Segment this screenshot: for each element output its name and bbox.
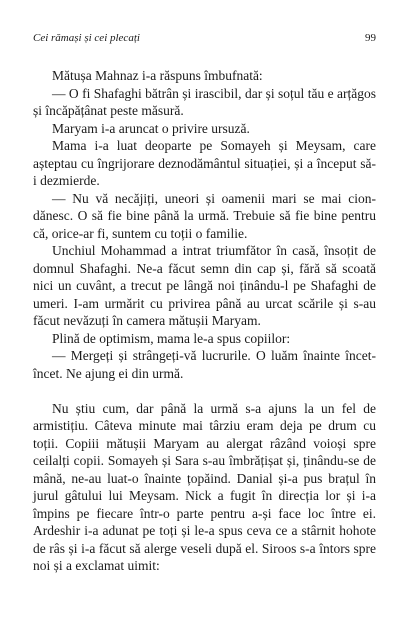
body-text [33,67,376,575]
page-number: 99 [365,32,376,44]
paragraph: — Nu vă necăjiți, uneori și oamenii mari se mai ciondănesc. O să fie bine până la urmă. Trebuie să fie bine pentru că, orice-ar fi, suntem cu toții o familie. [33,190,376,241]
paragraph: Plină de optimism, mama le-a spus copiilor: [52,330,291,346]
paragraph: — O fi Shafaghi bătrân și irascibil, dar și soțul tău e arțăgos și încăpățânat peste măsură. [33,85,376,118]
paragraph: — Mergeți și strângeți-vă lucrurile. O luăm înainte încet-încet. Ne ajung ei din urmă. [33,348,376,381]
page-header [33,30,376,46]
paragraph: Mătușa Mahnaz i-a răspuns îmbufnată: [52,68,263,83]
paragraph: Nu știu cum, dar până la urmă s-a ajuns la un fel de armistițiu. Câteva minute mai târziu eram deja pe drum cu toții. Copiii mătușii Maryam au alergat râzând voioși spre ceilalți copii. Somayeh și Sara s-au îmbrățișat și, ținându-se de mână, ne-au luat-o înainte țopăind. Danial și-a pus brațul în jurul gâtului lui Meysam. Nick a fugit în direcția lor și i-a împins pe fiecare într-o parte pentru a-și face loc între ei. Ardeshir i-a adunat pe toți și le-a spus ceva ce a stârnit hohote de râs și i-a făcut să alerge veseli după el. Siroos s-a întors spre noi și a exclamat uimit: [33,400,376,573]
running-title: Cei rămași și cei plecați [33,32,140,44]
paragraph: Mama i-a luat deoparte pe Somayeh și Meysam, care așteptau cu îngrijorare deznodământul situației, și a început să-i dezmierde. [33,138,376,188]
paragraph: Unchiul Mohammad a intrat triumfător în casă, însoțit de domnul Shafaghi. Ne-a făcut semn din cap și, fără să scoată nici un cuvânt, a trecut pe lângă noi ținându-l pe Shafaghi de umeri. I-am urmărit cu privirea până au urcat scările și s-au făcut nevăzuți în camera mătușii Maryam. [33,243,376,328]
paragraph: Maryam i-a aruncat o privire ursuză. [52,120,250,136]
